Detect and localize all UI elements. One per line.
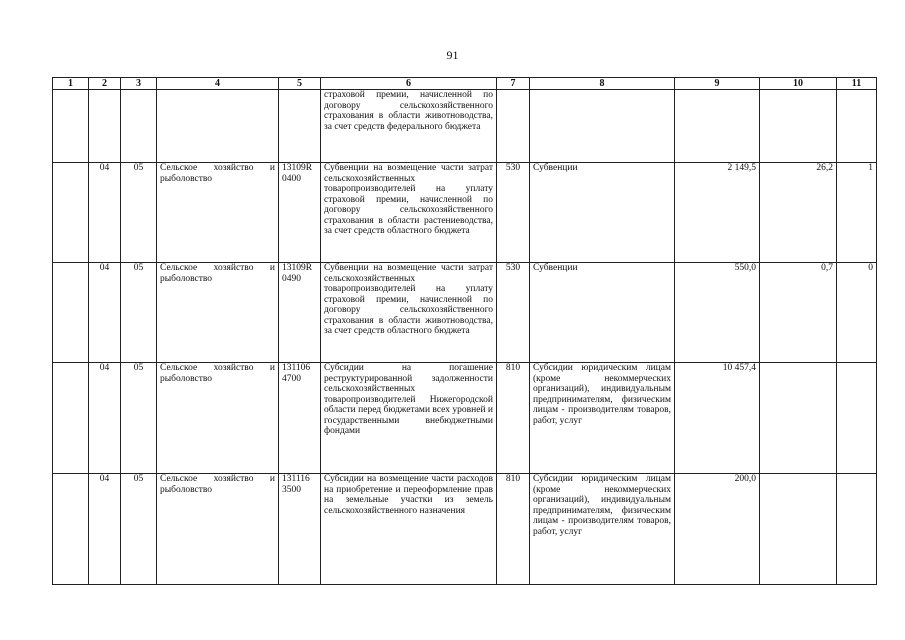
header-col-1: 1 [53, 78, 89, 90]
cell-col-1 [53, 163, 89, 263]
cell-subsection [121, 90, 157, 163]
cell-col-11 [837, 363, 877, 474]
cell-col-10: 26,2 [760, 163, 837, 263]
cell-target-code: 13109R 0400 [279, 163, 321, 263]
header-col-7: 7 [497, 78, 530, 90]
cell-subsection: 05 [121, 474, 157, 585]
cell-col-1 [53, 90, 89, 163]
cell-expense-name: Субсидии юридическим лицам (кроме некоммерческих организаций), индивидуальным предпринимателям, физическим лицам - производителям товаров, работ, услуг [530, 363, 675, 474]
table-row [53, 90, 877, 163]
cell-subsection: 05 [121, 363, 157, 474]
cell-subsection: 05 [121, 163, 157, 263]
cell-subsection: 05 [121, 263, 157, 363]
cell-expense-type [497, 90, 530, 163]
cell-expense-name: Субсидии юридическим лицам (кроме некоммерческих организаций), индивидуальным предпринимателям, физическим лицам - производителям товаров, работ, услуг [530, 474, 675, 585]
header-col-5: 5 [279, 78, 321, 90]
cell-col-10 [760, 474, 837, 585]
cell-col-1 [53, 263, 89, 363]
cell-amount: 550,0 [675, 263, 760, 363]
table-row [53, 363, 877, 474]
cell-col-10 [760, 363, 837, 474]
header-col-4: 4 [157, 78, 279, 90]
table-header-row [53, 78, 877, 90]
budget-table [52, 77, 877, 585]
table-row [53, 263, 877, 363]
header-col-2: 2 [89, 78, 121, 90]
header-col-6: 6 [321, 78, 497, 90]
cell-col-1 [53, 474, 89, 585]
cell-col-11: 1 [837, 163, 877, 263]
cell-expense-name: Субвенции [530, 163, 675, 263]
cell-section: 04 [89, 474, 121, 585]
cell-description: Субвенции на возмещение части затрат сельскохозяйственных товаропроизводителей на уплату страховой премии, начисленной по договору сельскохозяйственного страхования в области животноводства, за счет средств областного бюджета [321, 263, 497, 363]
cell-section-name: Сельское хозяйство и рыболовство [157, 263, 279, 363]
cell-target-code: 131116 3500 [279, 474, 321, 585]
cell-col-11 [837, 90, 877, 163]
header-col-9: 9 [675, 78, 760, 90]
cell-section-name: Сельское хозяйство и рыболовство [157, 163, 279, 263]
cell-expense-name [530, 90, 675, 163]
cell-section: 04 [89, 163, 121, 263]
cell-amount: 10 457,4 [675, 363, 760, 474]
cell-target-code: 13109R 0490 [279, 263, 321, 363]
cell-section-name: Сельское хозяйство и рыболовство [157, 474, 279, 585]
cell-section-name [157, 90, 279, 163]
header-col-10: 10 [760, 78, 837, 90]
header-col-3: 3 [121, 78, 157, 90]
cell-col-10 [760, 90, 837, 163]
cell-expense-type: 530 [497, 163, 530, 263]
cell-section [89, 90, 121, 163]
table-row [53, 474, 877, 585]
cell-expense-type: 810 [497, 474, 530, 585]
cell-col-1 [53, 363, 89, 474]
cell-col-11 [837, 474, 877, 585]
cell-description: Субсидии на погашение реструктурированной задолженности сельскохозяйственных товаропроизводителей Нижегородской области перед бюджетами всех уровней и государственными внебюджетными фондами [321, 363, 497, 474]
header-col-11: 11 [837, 78, 877, 90]
cell-section-name: Сельское хозяйство и рыболовство [157, 363, 279, 474]
cell-section: 04 [89, 363, 121, 474]
header-col-8: 8 [530, 78, 675, 90]
cell-col-11: 0 [837, 263, 877, 363]
cell-amount: 200,0 [675, 474, 760, 585]
page-number: 91 [446, 48, 459, 62]
cell-section: 04 [89, 263, 121, 363]
cell-amount [675, 90, 760, 163]
cell-description: страховой премии, начисленной по договору сельскохозяйственного страхования в области животноводства, за счет средств федерального бюджета [321, 90, 497, 163]
cell-description: Субвенции на возмещение части затрат сельскохозяйственных товаропроизводителей на уплату страховой премии, начисленной по договору сельскохозяйственного страхования в области растениеводства, за счет средств областного бюджета [321, 163, 497, 263]
cell-description: Субсидии на возмещение части расходов на приобретение и переоформление прав на земельные участки из земель сельскохозяйственного назначения [321, 474, 497, 585]
cell-expense-name: Субвенции [530, 263, 675, 363]
cell-expense-type: 530 [497, 263, 530, 363]
table-row [53, 163, 877, 263]
cell-target-code: 131106 4700 [279, 363, 321, 474]
cell-target-code [279, 90, 321, 163]
cell-col-10: 0,7 [760, 263, 837, 363]
cell-amount: 2 149,5 [675, 163, 760, 263]
cell-expense-type: 810 [497, 363, 530, 474]
